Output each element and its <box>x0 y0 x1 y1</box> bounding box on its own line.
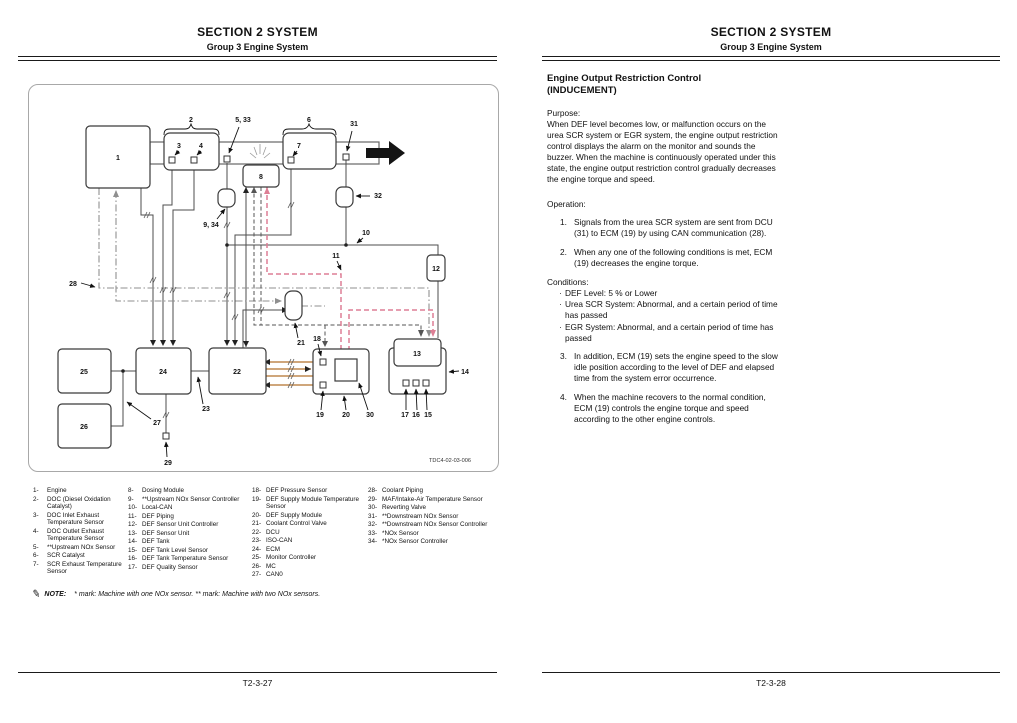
legend-item: 7- SCR Exhaust Temperature Sensor <box>33 560 122 576</box>
legend-item: 12- DEF Sensor Unit Controller <box>128 521 219 529</box>
page-number-right: T2-3-28 <box>756 678 786 688</box>
diagram-label: 8 <box>259 174 263 181</box>
legend-item: 20- DEF Supply Module <box>252 511 322 519</box>
legend-item: 28- Coolant Piping <box>368 487 423 494</box>
legend-column <box>33 487 123 577</box>
legend-item: 23- ISO-CAN <box>252 537 293 545</box>
header-rule <box>18 56 497 61</box>
coolant-arrowheads <box>113 190 432 337</box>
dashed-arrowheads <box>251 187 424 347</box>
diagram-label: 4 <box>199 143 203 150</box>
diagram-label: 9, 34 <box>203 222 219 229</box>
diagram-label: 1 <box>116 155 120 162</box>
legend-item: 22- DCU <box>252 528 280 536</box>
legend <box>18 487 497 591</box>
topic-title-line1: Engine Output Restriction Control <box>547 72 702 84</box>
legend-item: 6- SCR Catalyst <box>33 552 85 560</box>
diagram-label: 27 <box>153 420 161 427</box>
doc-box <box>164 133 219 170</box>
engine-system-diagram <box>28 84 499 472</box>
condition-item: · DEF Level: 5 % or Lower <box>559 287 658 298</box>
legend-item: 24- ECM <box>252 545 280 553</box>
header-rule <box>542 56 1000 61</box>
diagram-label: 24 <box>159 369 167 376</box>
legend-item: 10- Local-CAN <box>128 504 173 512</box>
diagram-label: 20 <box>342 412 350 419</box>
legend-item: 4- DOC Outlet Exhaust Temperature Sensor <box>33 527 105 543</box>
legend-item: 3- DOC Inlet Exhaust Temperature Sensor <box>33 511 105 527</box>
operation-step: 2. When any one of the following conditions is met, ECM (19) decreases the engine torque. <box>560 246 773 268</box>
diagram-label: 28 <box>69 281 77 288</box>
coolant-piping-lines <box>99 188 429 335</box>
legend-item: 13- DEF Sensor Unit <box>128 529 190 537</box>
legend-item: 8- Dosing Module <box>128 487 185 494</box>
operation-steps-2 <box>547 351 787 425</box>
condition-item: · Urea SCR System: Abnormal, and a certain period of time has passed <box>559 299 778 321</box>
page-number-left: T2-3-27 <box>242 678 273 688</box>
legend-item: 27- CAN0 <box>252 571 283 579</box>
diagram-svg <box>29 85 496 469</box>
legend-item: 17- DEF Quality Sensor <box>128 563 198 571</box>
operation-step: 4. When the machine recovers to the normal condition, ECM (19) controls the engine torque and speed according to the other engine controls. <box>560 392 766 425</box>
legend-column <box>368 487 490 547</box>
note-pencil-icon: ✎ <box>31 588 42 601</box>
legend-item: 29- MAF/Intake-Air Temperature Sensor <box>368 495 483 503</box>
legend-column <box>252 487 364 580</box>
operation-steps-1 <box>547 217 787 269</box>
diagram-label: 29 <box>164 460 172 467</box>
purpose-text: When DEF level becomes low, or malfunction occurs on the urea SCR system or EGR system, the engine output restriction control displays the alarm on the monitor and sounds the buzzer. When the machine is continuously operated under this state, the engine output restriction control gradually decreases the engine torque and speed. <box>547 119 778 184</box>
right-page <box>542 0 1000 723</box>
group-title: Group 3 Engine System <box>720 42 822 52</box>
diagram-label: 32 <box>374 193 382 200</box>
note-row <box>32 589 320 600</box>
conditions-label: Conditions: <box>547 276 589 287</box>
reverting-valve-box <box>335 359 357 381</box>
diagram-label: 22 <box>233 369 241 376</box>
diagram-label: 26 <box>80 424 88 431</box>
diagram-label: 7 <box>297 143 301 150</box>
diagram-label: 14 <box>461 369 469 376</box>
def-arrowheads <box>264 187 436 359</box>
legend-item: 11- DEF Piping <box>128 512 174 520</box>
coolant-control-valve-box <box>285 291 302 320</box>
upstream-nox-controller-box <box>218 189 235 207</box>
legend-item: 25- Monitor Controller <box>252 554 317 562</box>
diagram-label: 19 <box>316 412 324 419</box>
diagram-label: 18 <box>313 336 321 343</box>
downstream-nox-controller-box <box>336 187 353 207</box>
legend-item: 16- DEF Tank Temperature Sensor <box>128 555 229 563</box>
diagram-label: 11 <box>332 253 340 260</box>
diagram-label: 6 <box>307 117 311 124</box>
legend-item: 32- **Downstream NOx Sensor Controller <box>368 521 488 529</box>
footer-rule <box>18 672 497 673</box>
diagram-label: 21 <box>297 340 305 347</box>
section-title: SECTION 2 SYSTEM <box>710 25 832 39</box>
diagram-label: 25 <box>80 369 88 376</box>
legend-item: 33- *NOx Sensor <box>368 529 419 537</box>
scr-box <box>283 133 336 169</box>
diagram-label: 10 <box>362 230 370 237</box>
operation-step: 3. In addition, ECM (19) sets the engine speed to the slow idle position according to the level of DEF and elapsed time from the system error occurrence. <box>560 351 778 384</box>
diagram-label: 30 <box>366 412 374 419</box>
legend-item: 19- DEF Supply Module Temperature Sensor <box>252 495 359 511</box>
group-title: Group 3 Engine System <box>206 42 309 52</box>
left-page-header <box>18 0 497 61</box>
legend-item: 1- Engine <box>33 487 67 494</box>
legend-item: 14- DEF Tank <box>128 538 170 546</box>
legend-item: 21- Coolant Control Valve <box>252 520 327 528</box>
legend-item: 9- **Upstream NOx Sensor Controller <box>128 495 240 503</box>
diagram-label: 16 <box>412 412 420 419</box>
def-piping-lines <box>267 187 433 359</box>
right-page-header <box>542 0 1000 61</box>
purpose-label: Purpose: <box>547 108 581 119</box>
diagram-label: 5, 33 <box>235 117 251 124</box>
note-label: NOTE: <box>44 591 67 598</box>
condition-item: · EGR System: Abnormal, and a certain period of time has passed <box>559 321 774 343</box>
diagram-label: 12 <box>432 266 440 273</box>
def-dashed-lines <box>254 187 421 346</box>
legend-item: 34- *NOx Sensor Controller <box>368 538 448 546</box>
diagram-label: 23 <box>202 406 210 413</box>
right-page-content <box>547 73 787 426</box>
legend-item: 18- DEF Pressure Sensor <box>252 487 328 494</box>
diagram-label: 3 <box>177 143 181 150</box>
legend-column <box>128 487 248 572</box>
diagram-label: 2 <box>189 117 193 124</box>
legend-item: 26- MC <box>252 562 276 570</box>
left-page <box>18 0 497 723</box>
diagram-label: 17 <box>401 412 409 419</box>
diagram-label: TDC4-02-03-006 <box>429 458 471 464</box>
legend-item: 31- **Downstream NOx Sensor <box>368 512 459 520</box>
topic-title-line2: (INDUCEMENT) <box>547 84 617 96</box>
diagram-label: 31 <box>350 121 358 128</box>
legend-item: 5- **Upstream NOx Sensor <box>33 543 116 551</box>
legend-item: 2- DOC (Diesel Oxidation Catalyst) <box>33 495 111 511</box>
legend-item: 30- Reverting Valve <box>368 504 426 512</box>
note-text: * mark: Machine with one NOx sensor. ** mark: Machine with two NOx sensors. <box>74 591 321 598</box>
footer-rule <box>542 672 1000 673</box>
diagram-label: 15 <box>424 412 432 419</box>
diagram-label: 13 <box>413 351 421 358</box>
operation-label: Operation: <box>547 198 586 209</box>
section-title: SECTION 2 SYSTEM <box>197 25 318 39</box>
operation-step: 1. Signals from the urea SCR system are sent from DCU (31) to ECM (19) by using CAN communication (28). <box>560 216 773 238</box>
conditions-list <box>547 288 787 344</box>
legend-item: 15- DEF Tank Level Sensor <box>128 546 209 554</box>
topic-title <box>547 73 787 98</box>
